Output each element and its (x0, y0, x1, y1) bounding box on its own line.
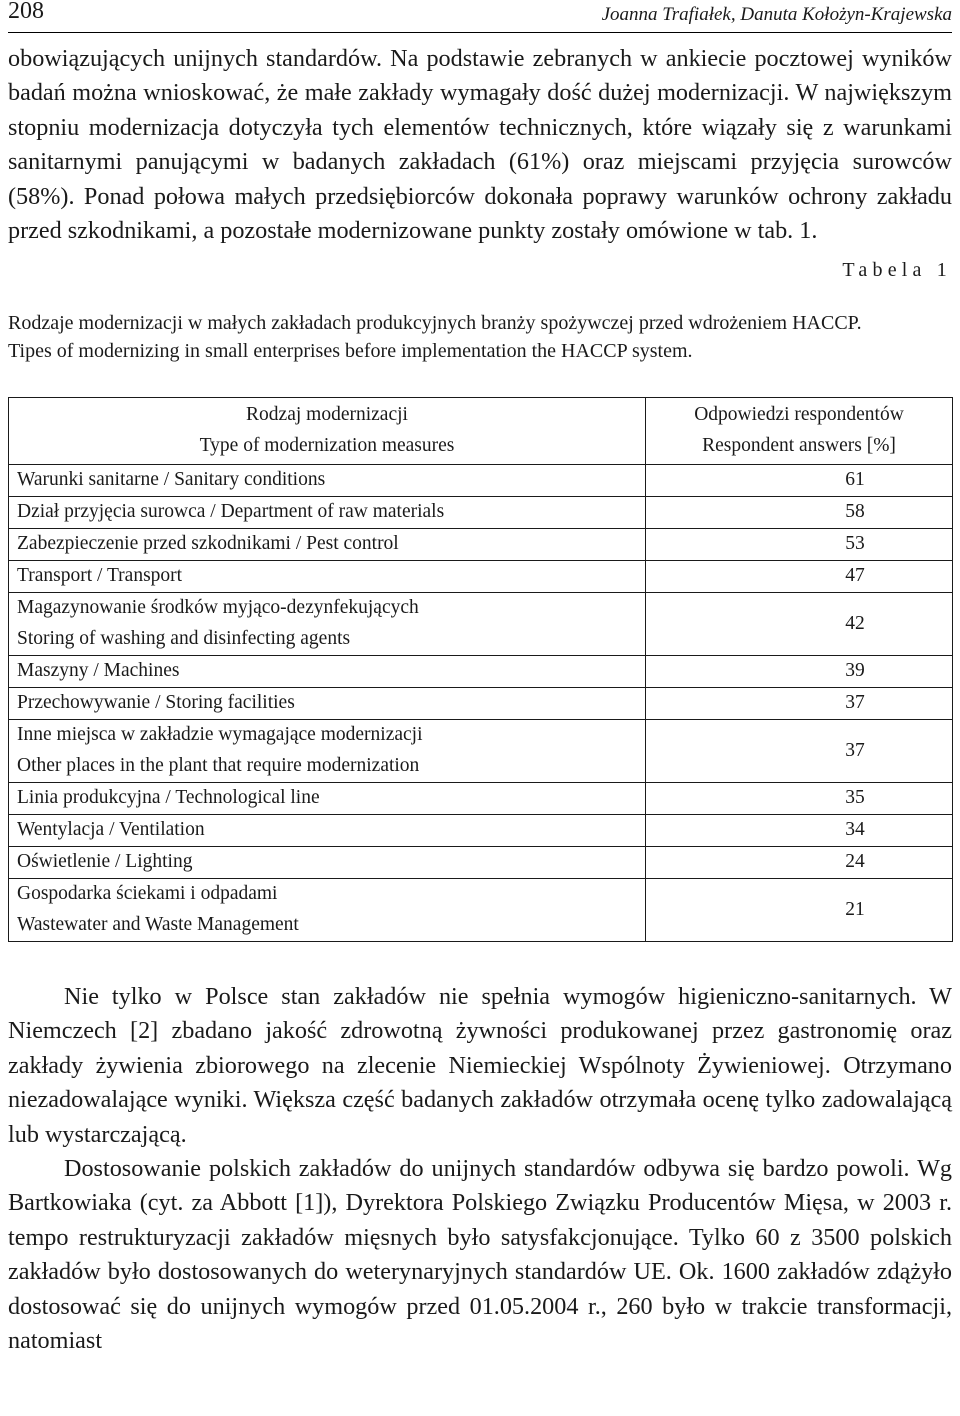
modernization-type-line: Zabezpieczenie przed szkodnikami / Pest control (17, 533, 399, 555)
modernization-type-line: Dział przyjęcia surowca / Department of raw materials (17, 501, 445, 523)
table-label: Tabela 1 (842, 259, 952, 282)
page-header (8, 0, 952, 33)
column-header-answers (646, 398, 953, 465)
respondent-answer-value: 47 (646, 561, 953, 593)
table-caption-en: Tipes of modernizing in small enterprises before implementation the HACCP system. (8, 340, 693, 363)
intro-paragraph: obowiązujących unijnych standardów. Na podstawie zebranych w ankiecie pocztowej wyników badań można wnioskować, że małe zakłady wymagały dość dużej modernizacji. W największym stopniu modernizacja dotyczyła tych elementów technicznych, które wiązały się z warunkami sanitarnymi panującymi w badanych zakładach (61%) oraz miejscami przyjęcia surowców (58%). Ponad połowa małych przedsiębiorców dokonała poprawy warunków ochrony zakładu przed szkodnikami, a pozostałe modernizowane punkty zostały omówione w tab. 1. (8, 45, 952, 245)
modernization-type-line: Other places in the plant that require modernization (17, 755, 420, 777)
table-header-row (9, 398, 953, 465)
paragraph-2: Nie tylko w Polsce stan zakładów nie spełnia wymogów higieniczno-sanitarnych. W Niemczech [2] zbadano jakość zdrowotną żywności produkowanej przez gastronomię oraz zakłady żywienia zbiorowego na zlecenie Niemieckiej Wspólnoty Żywieniowej. Otrzymano niezadowalające wyniki. Większa część badanych zakładów otrzymała ocenę tylko zadowalającą lub wystarczającą. (8, 983, 952, 1148)
modernization-type-cell (9, 879, 646, 942)
modernization-type-cell (9, 688, 646, 720)
respondent-answer-value: 35 (646, 783, 953, 815)
modernization-type-line: Wentylacja / Ventilation (17, 819, 205, 841)
modernization-type-cell (9, 465, 646, 497)
modernization-type-cell (9, 529, 646, 561)
modernization-type-line: Wastewater and Waste Management (17, 914, 299, 936)
running-head: Joanna Trafiałek, Danuta Kołożyn-Krajewska (601, 4, 952, 25)
respondent-answer-value: 24 (646, 847, 953, 879)
modernization-type-cell (9, 847, 646, 879)
page (8, 0, 952, 1359)
table-row (9, 529, 953, 561)
table-row (9, 815, 953, 847)
modernization-type-cell (9, 497, 646, 529)
table-row (9, 656, 953, 688)
respondent-answer-value: 34 (646, 815, 953, 847)
modernization-type-line: Gospodarka ściekami i odpadami (17, 883, 278, 905)
table-row (9, 593, 953, 656)
modernization-type-line: Oświetlenie / Lighting (17, 851, 193, 873)
table-row (9, 783, 953, 815)
table-row (9, 497, 953, 529)
modernization-type-line: Linia produkcyjna / Technological line (17, 787, 320, 809)
modernization-type-line: Storing of washing and disinfecting agents (17, 628, 351, 650)
modernization-type-line: Przechowywanie / Storing facilities (17, 692, 295, 714)
respondent-answer-value: 61 (646, 465, 953, 497)
modernization-table (8, 397, 953, 942)
modernization-type-cell (9, 656, 646, 688)
column-header-type (9, 398, 646, 465)
modernization-type-line: Inne miejsca w zakładzie wymagające modernizacji (17, 724, 423, 746)
table-caption-pl: Rodzaje modernizacji w małych zakładach produkcyjnych branży spożywczej przed wdrożeniem HACCP. (8, 312, 862, 335)
modernization-type-line: Transport / Transport (17, 565, 183, 587)
modernization-type-cell (9, 593, 646, 656)
column-header-type-en: Type of modernization measures (199, 435, 455, 457)
respondent-answer-value: 39 (646, 656, 953, 688)
page-number: 208 (8, 0, 44, 24)
table-row (9, 465, 953, 497)
table-row (9, 688, 953, 720)
modernization-type-cell (9, 561, 646, 593)
modernization-type-cell (9, 720, 646, 783)
table-row (9, 561, 953, 593)
respondent-answer-value: 21 (646, 879, 953, 942)
table-row (9, 847, 953, 879)
respondent-answer-value: 58 (646, 497, 953, 529)
modernization-type-line: Magazynowanie środków myjąco-dezynfekujących (17, 597, 419, 619)
respondent-answer-value: 37 (646, 720, 953, 783)
paragraph-3: Dostosowanie polskich zakładów do unijnych standardów odbywa się bardzo powoli. Wg Bartkowiaka (cyt. za Abbott [1]), Dyrektora Polskiego Związku Producentów Mięsa, w 2003 r. tempo restrukturyzacji zakładów mięsnych było satysfakcjonujące. Tylko 60 z 3500 polskich zakładów było dostosowanych do weterynaryjnych standardów UE. Ok. 1600 zakładów zdążyło dostosować się do unijnych wymogów przed 01.05.2004 r., 260 było w trakcie transformacji, natomiast (8, 1155, 952, 1355)
column-header-answers-en: Respondent answers [%] (702, 435, 896, 457)
modernization-type-line: Warunki sanitarne / Sanitary conditions (17, 469, 326, 491)
respondent-answer-value: 37 (646, 688, 953, 720)
column-header-answers-pl: Odpowiedzi respondentów (694, 404, 904, 426)
respondent-answer-value: 53 (646, 529, 953, 561)
respondent-answer-value: 42 (646, 593, 953, 656)
modernization-type-cell (9, 815, 646, 847)
modernization-type-line: Maszyny / Machines (17, 660, 180, 682)
table-body (9, 465, 953, 942)
table-row (9, 720, 953, 783)
modernization-type-cell (9, 783, 646, 815)
column-header-type-pl: Rodzaj modernizacji (246, 404, 408, 426)
table-row (9, 879, 953, 942)
